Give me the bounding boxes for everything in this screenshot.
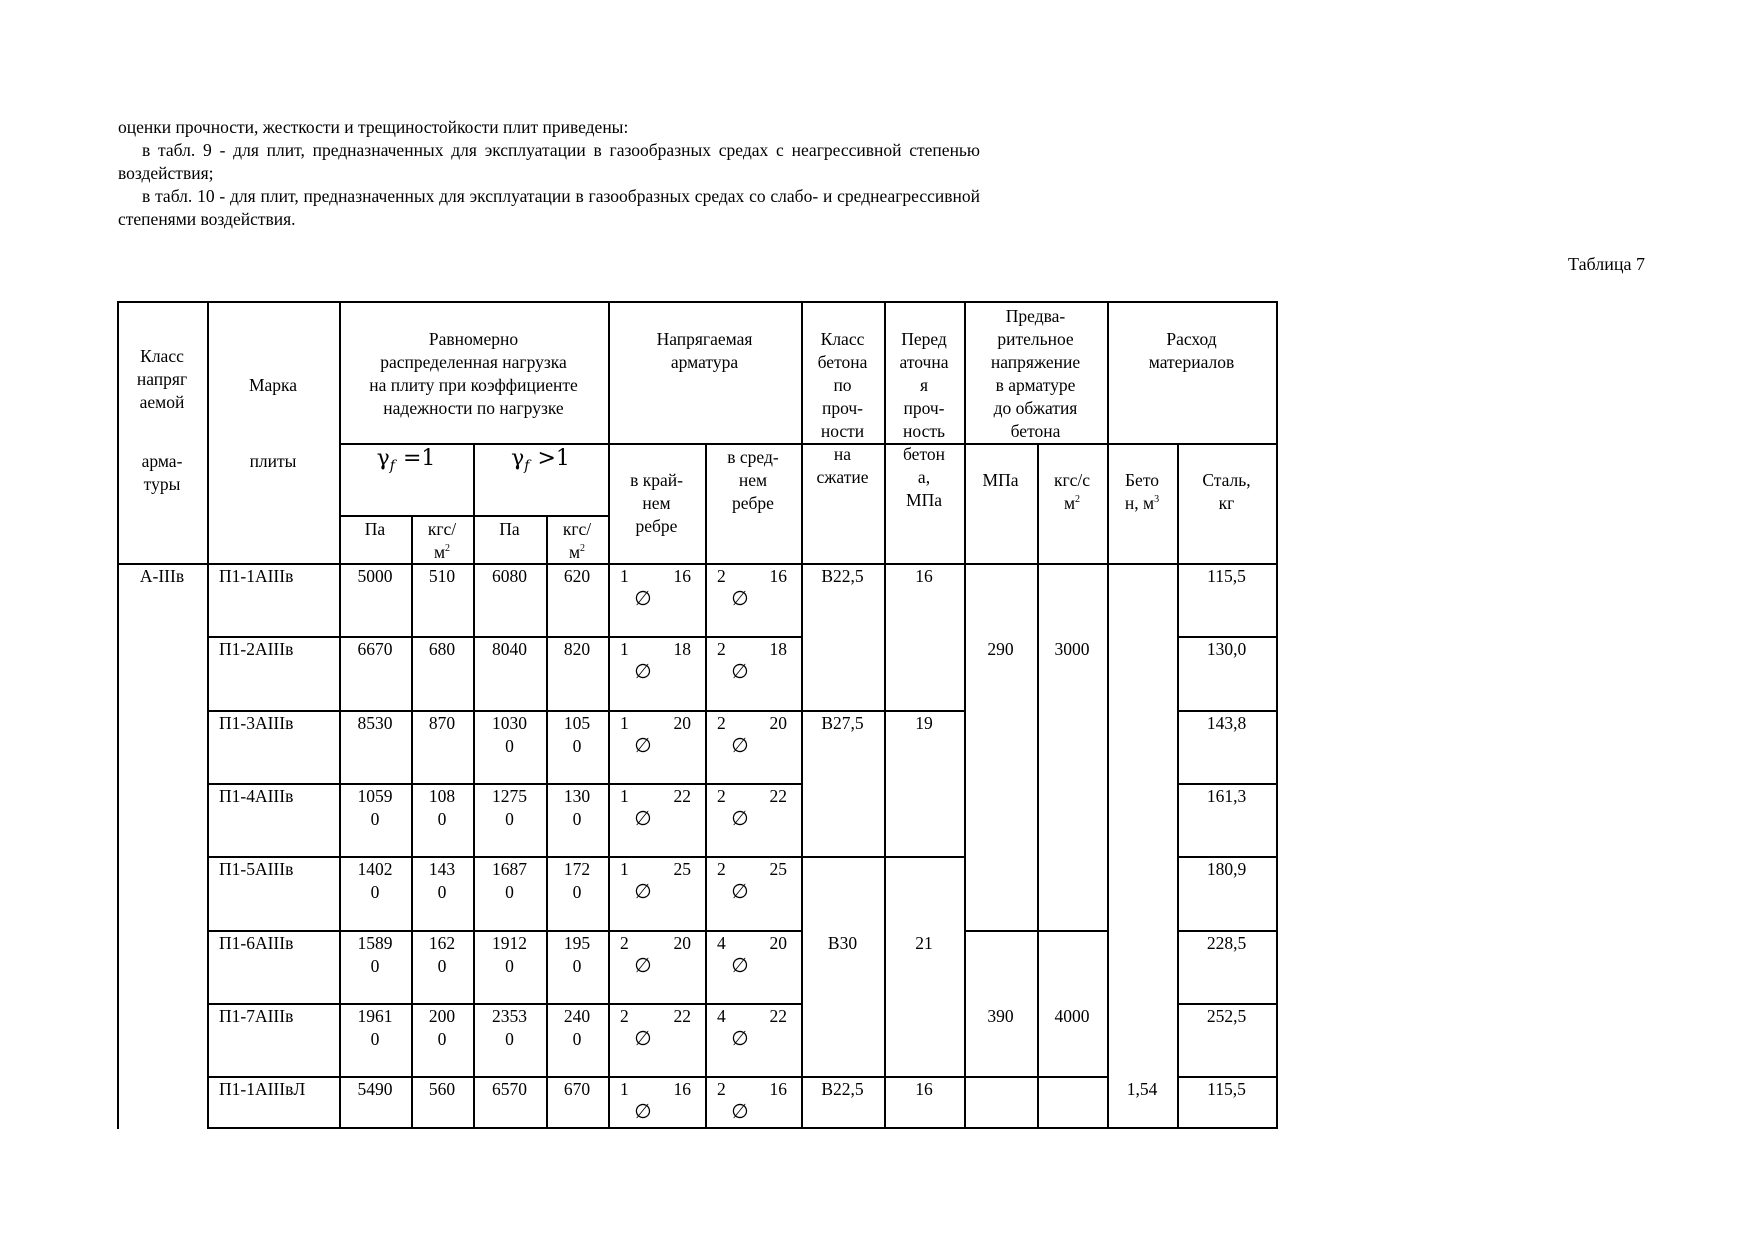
row-armature-class: А-IIIв — [139, 566, 185, 586]
row-load-kg1: 510 — [428, 566, 456, 586]
slab-table — [117, 301, 1276, 1127]
table-caption: Таблица 7 — [1568, 254, 1645, 274]
row-steel: 228,5 — [1206, 933, 1247, 953]
row-load-pa1: 1589 0 — [357, 933, 393, 976]
row-edge-phi: ∅ — [634, 806, 652, 830]
concrete-class-b22-5: В22,5 — [821, 566, 864, 586]
row-steel: 115,5 — [1207, 1079, 1246, 1099]
table-border — [117, 301, 119, 1129]
row-mid-phi: ∅ — [731, 733, 749, 757]
row-edge-count: 2 — [620, 933, 629, 953]
row-load-pa2: 8040 — [492, 639, 527, 659]
transfer-strength-19: 19 — [915, 713, 933, 733]
row-load-pa2: 1687 0 — [492, 859, 527, 902]
transfer-strength-last: 16 — [915, 1079, 933, 1099]
row-mark: П1-1АIIIвЛ — [219, 1079, 306, 1099]
row-load-kg2: 240 0 — [563, 1006, 591, 1049]
intro-paragraph-table-10: в табл. 10 - для плит, предназначенных для эксплуатации в газообразных средах со слабо- и среднеагрессивной степенями воздействия. — [118, 186, 980, 229]
row-load-pa2: 6080 — [492, 566, 527, 586]
header-armature: арма- туры — [141, 451, 183, 494]
row-edge-diameter: 20 — [673, 713, 691, 733]
prestress-mpa-390: 390 — [987, 1006, 1014, 1026]
concrete-class-last: В22,5 — [821, 1079, 864, 1099]
row-load-kg1: 143 0 — [428, 859, 456, 902]
row-load-pa1: 8530 — [357, 713, 393, 733]
unit-kgs-m2-1: кгс/ $м^2$ — [427, 519, 457, 562]
row-mid-phi: ∅ — [731, 659, 749, 683]
unit-mpa: МПа — [982, 470, 1019, 490]
row-edge-phi: ∅ — [634, 1099, 652, 1123]
row-mid-count: 2 — [717, 859, 726, 879]
row-mid-diameter: 16 — [769, 566, 787, 586]
row-mid-count: 2 — [717, 639, 726, 659]
concrete-class-b30: В30 — [827, 933, 858, 953]
row-mid-count: 2 — [717, 713, 726, 733]
unit-pa-2: Па — [499, 519, 520, 539]
row-steel: 115,5 — [1207, 566, 1246, 586]
transfer-strength-21: 21 — [915, 933, 933, 953]
row-load-kg2: 670 — [563, 1079, 591, 1099]
row-edge-count: 1 — [620, 1079, 629, 1099]
row-edge-phi: ∅ — [634, 586, 652, 610]
row-mark: П1-6АIIIв — [219, 933, 294, 953]
row-load-kg2: 620 — [563, 566, 591, 586]
row-edge-diameter: 20 — [673, 933, 691, 953]
gamma-f-eq-1: $\gamma_f =1$ — [376, 446, 436, 474]
row-edge-diameter: 18 — [673, 639, 691, 659]
row-mid-count: 2 — [717, 566, 726, 586]
concrete-class-b27-5: В27,5 — [821, 713, 864, 733]
prestress-kgs-4000: 4000 — [1054, 1006, 1090, 1026]
table-border — [705, 443, 707, 1129]
row-load-pa1: 5000 — [357, 566, 393, 586]
row-mid-phi: ∅ — [731, 1026, 749, 1050]
table-border — [1107, 301, 1109, 1129]
table-border — [964, 1076, 1109, 1078]
row-mid-diameter: 22 — [769, 1006, 787, 1026]
row-mid-count: 2 — [717, 1079, 726, 1099]
row-load-kg2: 130 0 — [563, 786, 591, 829]
row-steel: 180,9 — [1206, 859, 1247, 879]
table-border — [801, 856, 966, 858]
header-reinforcement: Напрягаемая арматура — [656, 329, 753, 372]
row-load-kg1: 870 — [428, 713, 456, 733]
row-mid-diameter: 20 — [769, 933, 787, 953]
transfer-strength-16: 16 — [915, 566, 933, 586]
header-prestress: Предва- рительное напряжение в арматуре до обжатия бетона — [990, 306, 1081, 441]
gamma-f-gt-1: $\gamma_f >1$ — [511, 446, 570, 474]
header-consumption: Расход материалов — [1148, 329, 1235, 372]
row-mark: П1-2АIIIв — [219, 639, 294, 659]
row-mid-phi: ∅ — [731, 953, 749, 977]
table-border — [117, 301, 1278, 303]
row-edge-diameter: 16 — [673, 1079, 691, 1099]
row-mid-count: 4 — [717, 933, 726, 953]
row-load-pa1: 1961 0 — [357, 1006, 393, 1049]
row-load-pa1: 1402 0 — [357, 859, 393, 902]
row-load-kg1: 560 — [428, 1079, 456, 1099]
row-mid-phi: ∅ — [731, 586, 749, 610]
row-edge-phi: ∅ — [634, 733, 652, 757]
row-load-kg2: 820 — [563, 639, 591, 659]
row-edge-diameter: 22 — [673, 786, 691, 806]
row-load-kg1: 108 0 — [428, 786, 456, 829]
header-concrete-class: Класс бетона по проч- ности на сжатие — [816, 329, 869, 487]
row-mid-diameter: 20 — [769, 713, 787, 733]
row-edge-count: 1 — [620, 859, 629, 879]
row-edge-phi: ∅ — [634, 953, 652, 977]
row-load-kg2: 195 0 — [563, 933, 591, 976]
row-load-pa1: 5490 — [357, 1079, 393, 1099]
row-mid-count: 4 — [717, 1006, 726, 1026]
row-load-kg2: 105 0 — [563, 713, 591, 756]
row-steel: 161,3 — [1206, 786, 1247, 806]
row-mark: П1-7АIIIв — [219, 1006, 294, 1026]
concrete-volume: 1,54 — [1126, 1079, 1158, 1099]
intro-text — [118, 116, 980, 231]
row-mid-diameter: 25 — [769, 859, 787, 879]
row-load-pa1: 1059 0 — [357, 786, 393, 829]
row-load-pa2: 1275 0 — [492, 786, 527, 829]
row-steel: 130,0 — [1206, 639, 1247, 659]
intro-line-1: оценки прочности, жесткости и трещиностойкости плит приведены: — [118, 117, 629, 137]
row-mark: П1-5АIIIв — [219, 859, 294, 879]
row-edge-phi: ∅ — [634, 659, 652, 683]
row-mark: П1-1АIIIв — [219, 566, 294, 586]
row-load-pa2: 6570 — [492, 1079, 527, 1099]
row-mid-phi: ∅ — [731, 1099, 749, 1123]
row-mid-diameter: 22 — [769, 786, 787, 806]
intro-paragraph-table-9: в табл. 9 - для плит, предназначенных для эксплуатации в газообразных средах с неагрессивной степенью воздействия; — [118, 140, 980, 183]
row-mark: П1-4АIIIв — [219, 786, 294, 806]
row-edge-count: 1 — [620, 786, 629, 806]
unit-kgs-m2-2: кгс/ $м^2$ — [562, 519, 592, 562]
row-mid-phi: ∅ — [731, 806, 749, 830]
header-plate: плиты — [249, 451, 297, 471]
row-edge-diameter: 25 — [673, 859, 691, 879]
header-mark: Марка — [248, 375, 298, 395]
table-border — [964, 930, 1109, 932]
row-edge-diameter: 16 — [673, 566, 691, 586]
row-load-pa2: 1030 0 — [492, 713, 527, 756]
row-edge-count: 2 — [620, 1006, 629, 1026]
row-load-kg2: 172 0 — [563, 859, 591, 902]
header-class: Класс напряг аемой — [136, 346, 188, 412]
header-load: Равномерно распределенная нагрузка на плиту при коэффициенте надежности по нагрузке — [369, 329, 578, 418]
header-edge-rib: в край- нем ребре — [630, 470, 683, 536]
row-edge-count: 1 — [620, 566, 629, 586]
prestress-mpa-290: 290 — [987, 639, 1014, 659]
row-edge-diameter: 22 — [673, 1006, 691, 1026]
row-load-pa2: 1912 0 — [492, 933, 527, 976]
unit-steel-kg: Сталь, кг — [1202, 470, 1251, 513]
unit-concrete-m3: Бето н, $м^3$ — [1124, 470, 1160, 513]
row-mid-diameter: 16 — [769, 1079, 787, 1099]
row-load-kg1: 162 0 — [428, 933, 456, 976]
unit-kgs-cm2: кгс/с $м^2$ — [1053, 470, 1091, 513]
table-border — [207, 1127, 1278, 1129]
row-load-kg1: 200 0 — [428, 1006, 456, 1049]
row-mark: П1-3АIIIв — [219, 713, 294, 733]
row-load-pa2: 2353 0 — [492, 1006, 527, 1049]
row-edge-phi: ∅ — [634, 1026, 652, 1050]
header-middle-rib: в сред- нем ребре — [727, 447, 779, 513]
unit-pa-1: Па — [364, 519, 386, 539]
row-mid-diameter: 18 — [769, 639, 787, 659]
row-edge-count: 1 — [620, 713, 629, 733]
row-mid-phi: ∅ — [731, 879, 749, 903]
row-load-kg1: 680 — [428, 639, 456, 659]
row-steel: 252,5 — [1206, 1006, 1247, 1026]
header-transfer-strength: Перед аточна я проч- ность бетон а, МПа — [899, 329, 949, 510]
row-load-pa1: 6670 — [357, 639, 393, 659]
row-mid-count: 2 — [717, 786, 726, 806]
row-edge-count: 1 — [620, 639, 629, 659]
prestress-kgs-3000: 3000 — [1054, 639, 1090, 659]
row-steel: 143,8 — [1206, 713, 1247, 733]
row-edge-phi: ∅ — [634, 879, 652, 903]
